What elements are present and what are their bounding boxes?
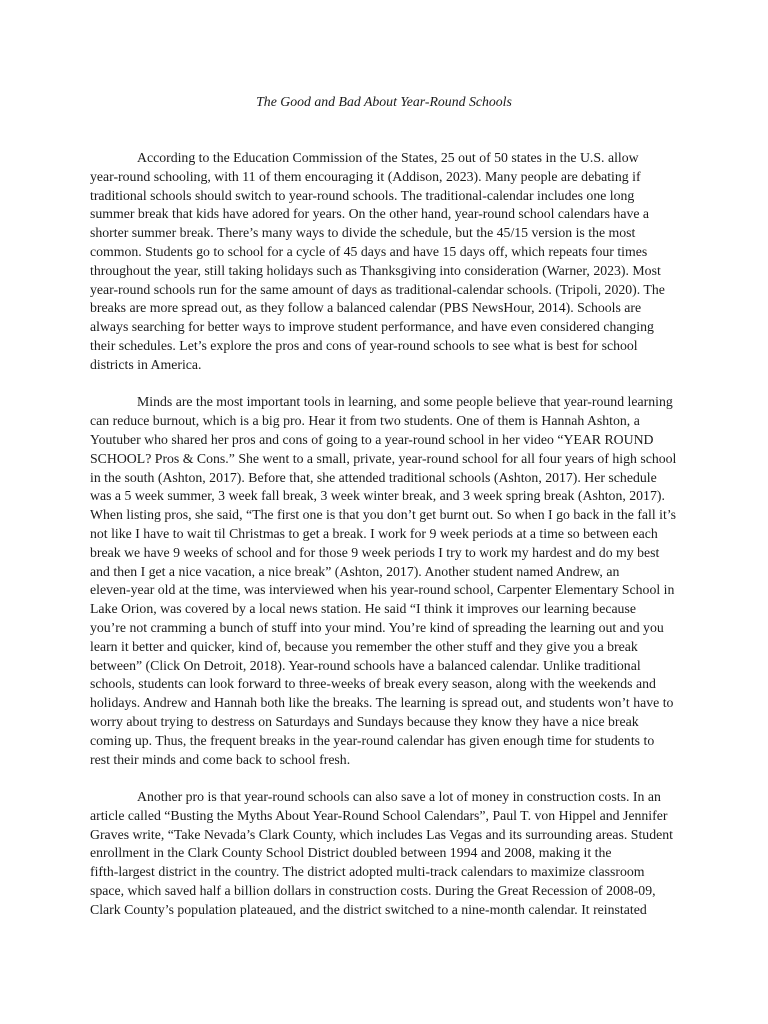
paragraph-line: always searching for better ways to improve student performance, and have even considered changing [90,319,654,335]
paragraph-line: throughout the year, still taking holidays such as Thanksgiving into consideration (Warner, 2023). Most [90,262,661,278]
paragraph-line: learn it better and quicker, kind of, because you remember the other stuff and they give you a break [90,638,638,654]
paragraph-line: Clark County’s population plateaued, and the district switched to a nine-month calendar. It reinstated [90,901,647,917]
paragraph-line: break we have 9 weeks of school and for those 9 week periods I try to work my hardest and do my best [90,544,660,560]
paragraph-line: you’re not cramming a bunch of stuff into your mind. You’re kind of spreading the learning out and you [90,619,664,635]
paragraph-line: year-round schooling, with 11 of them encouraging it (Addison, 2023). Many people are debating if [90,168,641,184]
paragraph-line: enrollment in the Clark County School District doubled between 1994 and 2008, making it the [90,845,612,861]
paragraph-line: traditional schools should switch to year-round schools. The traditional-calendar includes one long [90,187,635,203]
paragraph-line: Another pro is that year-round schools can also save a lot of money in construction costs. In an [137,789,661,805]
paragraph-line: was a 5 week summer, 3 week fall break, 3 week winter break, and 3 week spring break (Ashton, 2017). [90,488,665,504]
paragraph-line: Lake Orion, was covered by a local news station. He said “I think it improves our learning because [90,601,636,617]
paragraph-line: rest their minds and come back to school fresh. [90,751,351,767]
paragraph-line: and then I get a nice vacation, a nice break” (Ashton, 2017). Another student named Andrew, an [90,563,620,579]
paragraph-line: between” (Click On Detroit, 2018). Year-round schools have a balanced calendar. Unlike traditional [90,657,641,673]
paragraph-line: year-round schools run for the same amount of days as traditional-calendar schools. (Tripoli, 2020). The [90,281,665,297]
paragraph-line: article called “Busting the Myths About Year-Round School Calendars”, Paul T. von Hippel and Jennifer [90,807,668,823]
paragraph-line: in the south (Ashton, 2017). Before that, she attended traditional schools (Ashton, 2017). Her schedule [90,469,657,485]
paragraph [90,149,680,375]
paragraph-line: districts in America. [90,356,202,372]
paragraph-line: can reduce burnout, which is a big pro. Hear it from two students. One of them is Hannah Ashton, a [90,413,640,429]
paragraph-line: SCHOOL? Pros & Cons.” She went to a small, private, year-round school for all four years of high school [90,450,677,466]
paragraph-line: Graves write, “Take Nevada’s Clark County, which includes Las Vegas and its surrounding areas. Student [90,826,673,842]
paragraph-line: schools, students can look forward to three-weeks of break every season, along with the weekends and [90,676,656,692]
paragraph-line: shorter summer break. There’s many ways to divide the schedule, but the 45/15 version is the most [90,225,636,241]
paragraph-line: holidays. Andrew and Hannah both like the breaks. The learning is spread out, and students won’t have to [90,695,674,711]
paragraph-line: Youtuber who shared her pros and cons of going to a year-round school in her video “YEAR ROUND [90,431,654,447]
document-body [90,149,680,938]
paragraph-line: not like I have to wait til Christmas to get a break. I work for 9 week periods at a time so between each [90,525,658,541]
paragraph-line: worry about trying to destress on Saturdays and Sundays because they know they have a nice break [90,713,639,729]
paragraph-line: According to the Education Commission of the States, 25 out of 50 states in the U.S. allow [137,150,639,165]
paragraph-line: common. Students go to school for a cycle of 45 days and have 15 days off, which repeats four times [90,243,648,259]
paragraph-line: breaks are more spread out, as they follow a balanced calendar (PBS NewsHour, 2014). Schools are [90,300,642,316]
paragraph-line: fifth-largest district in the country. The district adopted multi-track calendars to maximize classroom [90,864,645,880]
paragraph-line: coming up. Thus, the frequent breaks in the year-round calendar has given enough time for students to [90,732,655,748]
paragraph-line: space, which saved half a billion dollars in construction costs. During the Great Recession of 2008-09, [90,883,656,899]
paragraph-line: Minds are the most important tools in learning, and some people believe that year-round learning [137,394,673,410]
paragraph-line: their schedules. Let’s explore the pros and cons of year-round schools to see what is best for school [90,337,638,353]
document-title: The Good and Bad About Year-Round Schools [256,94,512,109]
paragraph [90,788,680,920]
paragraph [90,393,680,769]
paragraph-line: summer break that kids have adored for years. On the other hand, year-round school calendars have a [90,206,650,222]
paragraph-line: When listing pros, she said, “The first one is that you don’t get burnt out. So when I go back in the fall it’s [90,507,677,523]
paragraph-line: eleven-year old at the time, was interviewed when his year-round school, Carpenter Elementary School in [90,582,675,598]
